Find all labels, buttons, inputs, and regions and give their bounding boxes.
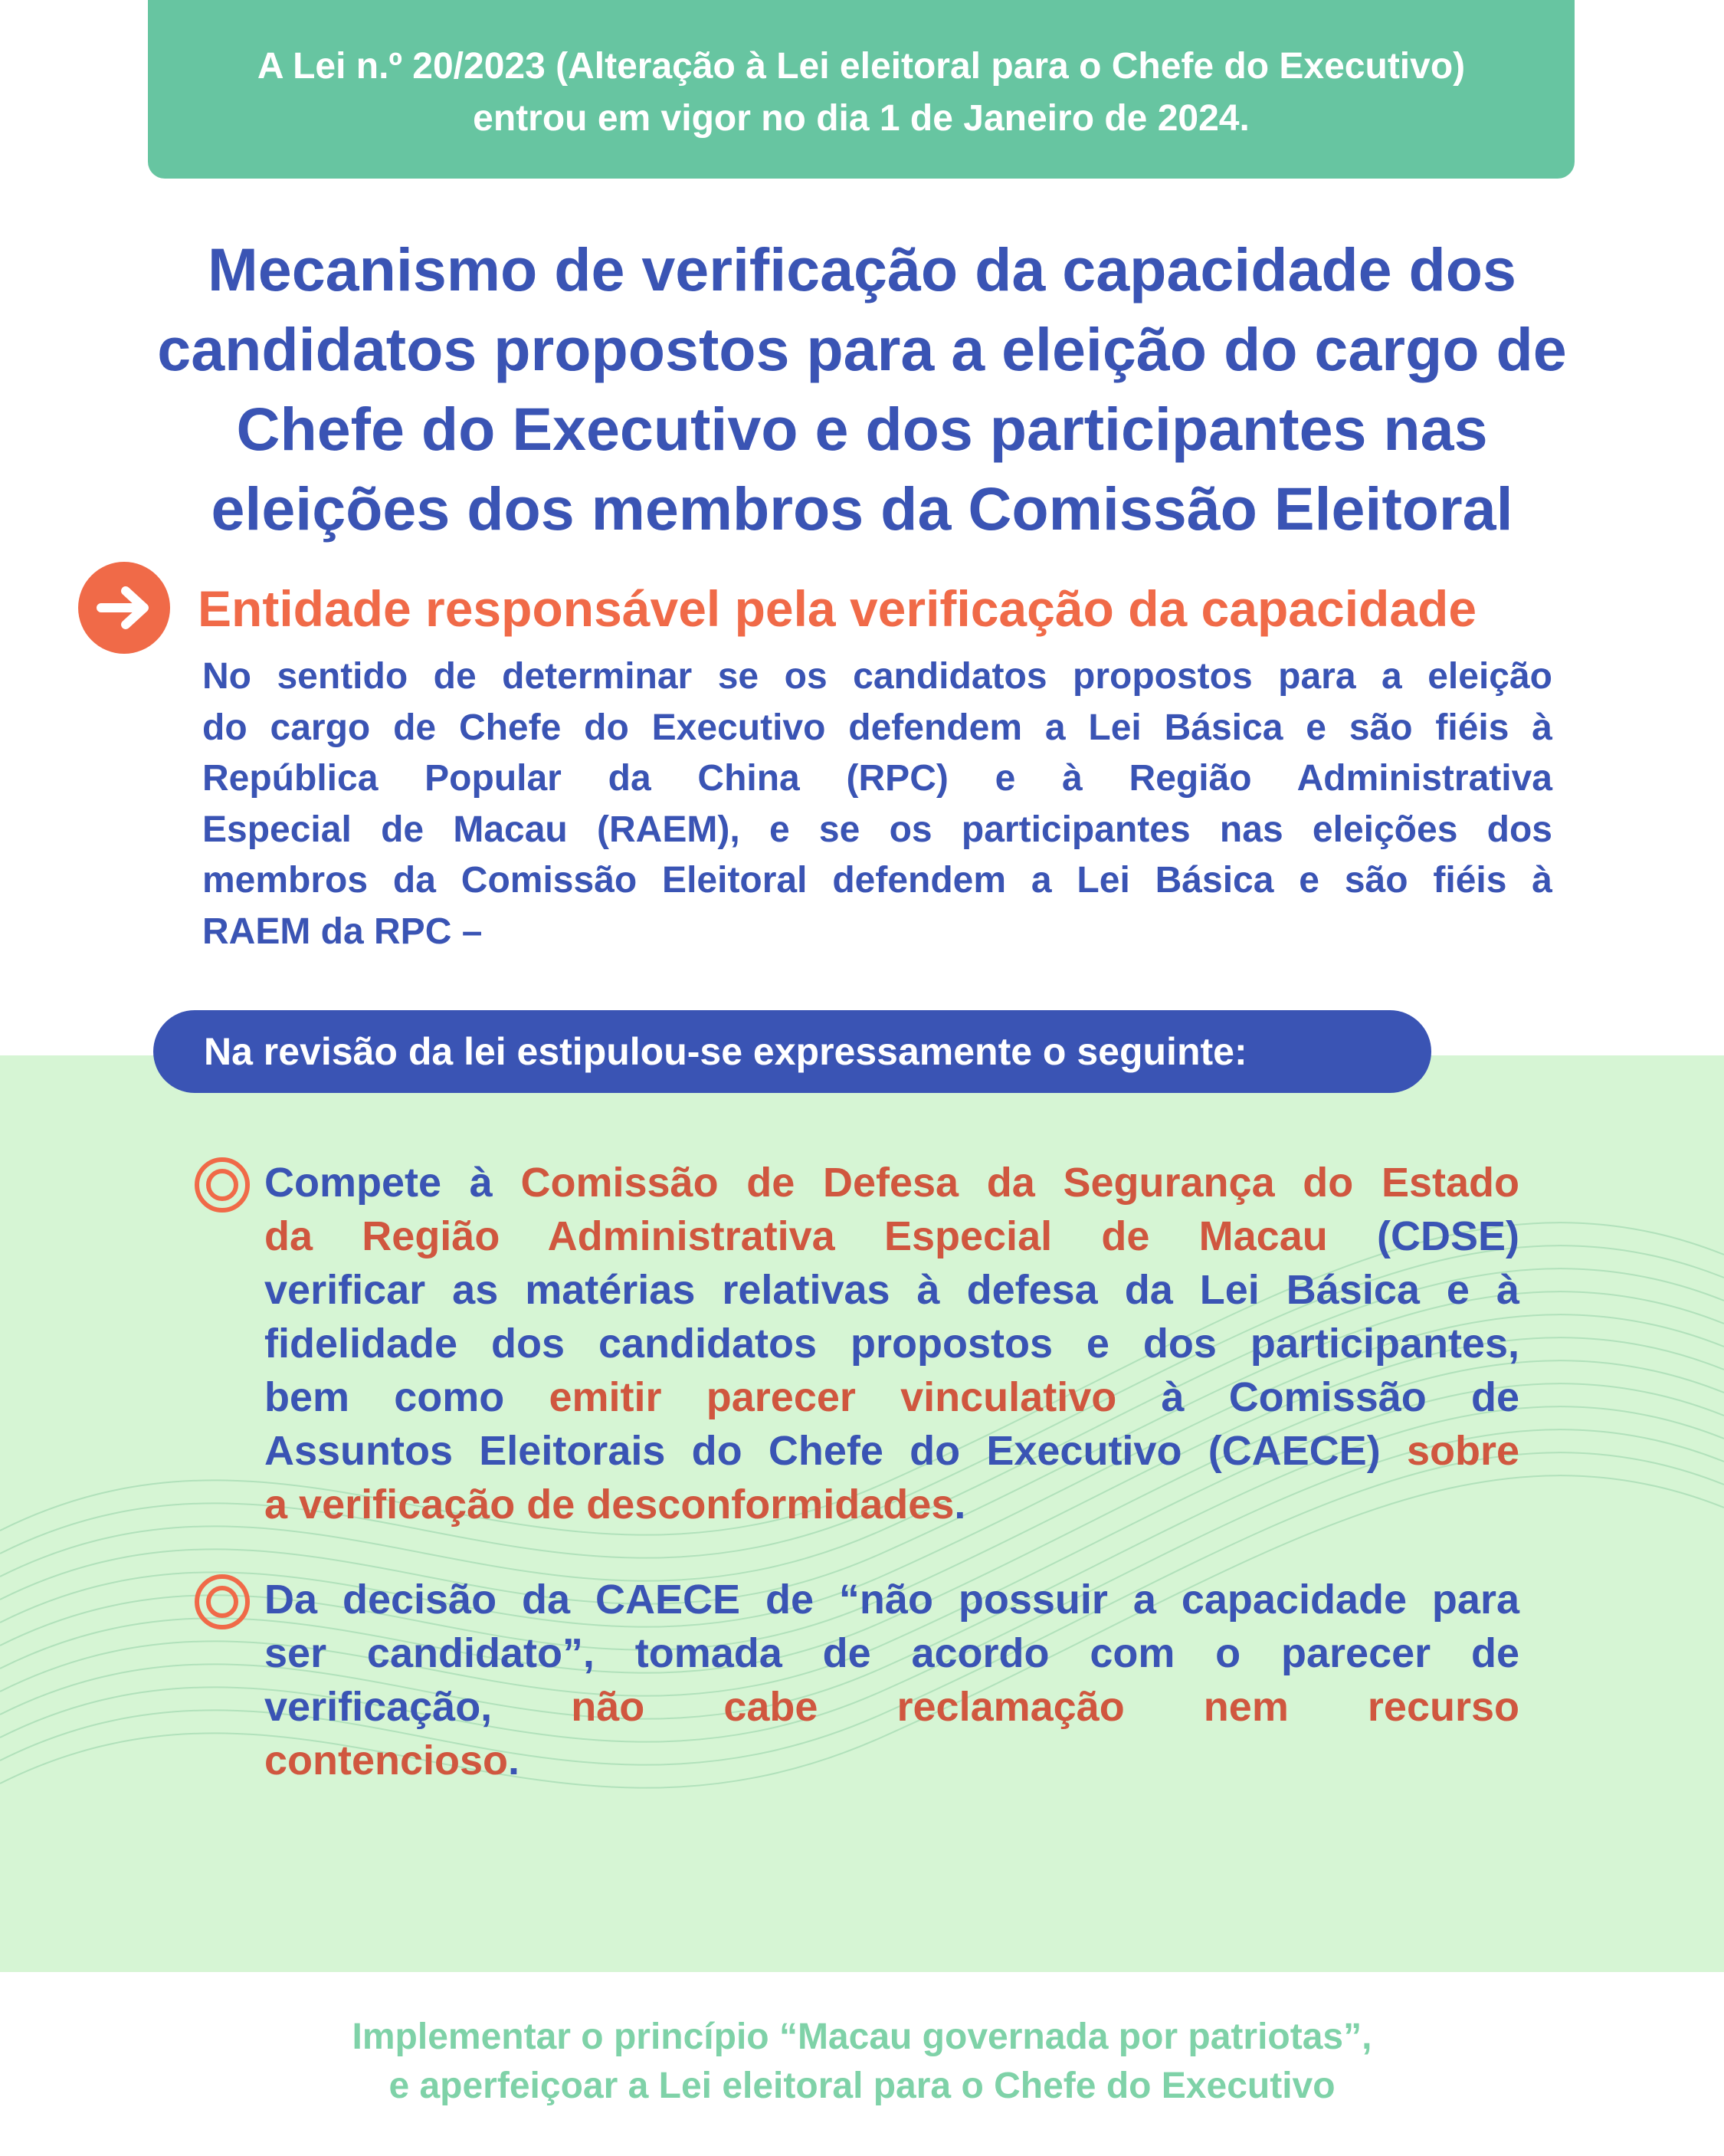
footer-slogan [0,2013,1724,2111]
bullet-1-text: Compete à Comissão de Defesa da Segurança do Estado da Região Administrativa Especial de Macau (CDSE) verificar as matérias relativas à defesa da Lei Básica e à fidelidade dos candidatos propostos e dos participantes, bem como emitir parecer vinculativo à Comissão de Assuntos Eleitorais do Chefe do Executivo (CAECE) sobre a verificação de desconformidades. [264,1160,1520,1528]
page-title [92,230,1632,549]
intro-line: RAEM da RPC – [202,911,483,952]
title-line-1: Mecanismo de verificação da capacidade dos [208,235,1516,304]
banner-line-1: A Lei n.º 20/2023 (Alteração à Lei eleitoral para o Chefe do Executivo) [257,45,1466,87]
double-circle-bullet-icon [193,1156,251,1214]
arrow-right-circle-icon [78,562,170,654]
intro-line: No sentido de determinar se os candidatos propostos para a eleição [202,656,1552,697]
section-heading: Entidade responsável pela verificação da capacidade [198,580,1477,637]
title-line-4: eleições dos membros da Comissão Eleitoral [211,474,1513,543]
title-line-3: Chefe do Executivo e dos participantes nas [236,395,1488,463]
intro-paragraph [202,651,1552,957]
intro-line: do cargo de Chefe do Executivo defendem a Lei Básica e são fiéis à [202,707,1552,748]
banner-line-2: entrou em vigor no dia 1 de Janeiro de 2024. [473,97,1250,139]
footer-line-2: e aperfeiçoar a Lei eleitoral para o Chefe do Executivo [388,2066,1336,2106]
title-line-2: candidatos propostos para a eleição do cargo de [157,315,1567,383]
intro-line: membros da Comissão Eleitoral defendem a Lei Básica e são fiéis à [202,860,1552,901]
top-banner [148,0,1575,179]
revision-pill: Na revisão da lei estipulou-se expressamente o seguinte: [153,1010,1431,1093]
double-circle-bullet-icon [193,1573,251,1631]
intro-line: República Popular da China (RPC) e à Região Administrativa [202,758,1552,799]
intro-line: Especial de Macau (RAEM), e se os participantes nas eleições dos [202,809,1552,850]
footer-line-1: Implementar o princípio “Macau governada por patriotas”, [352,2017,1372,2057]
bullet-2-text: Da decisão da CAECE de “não possuir a capacidade para ser candidato”, tomada de acordo com o parecer de verificação, não cabe reclamação nem recurso contencioso. [264,1577,1520,1784]
